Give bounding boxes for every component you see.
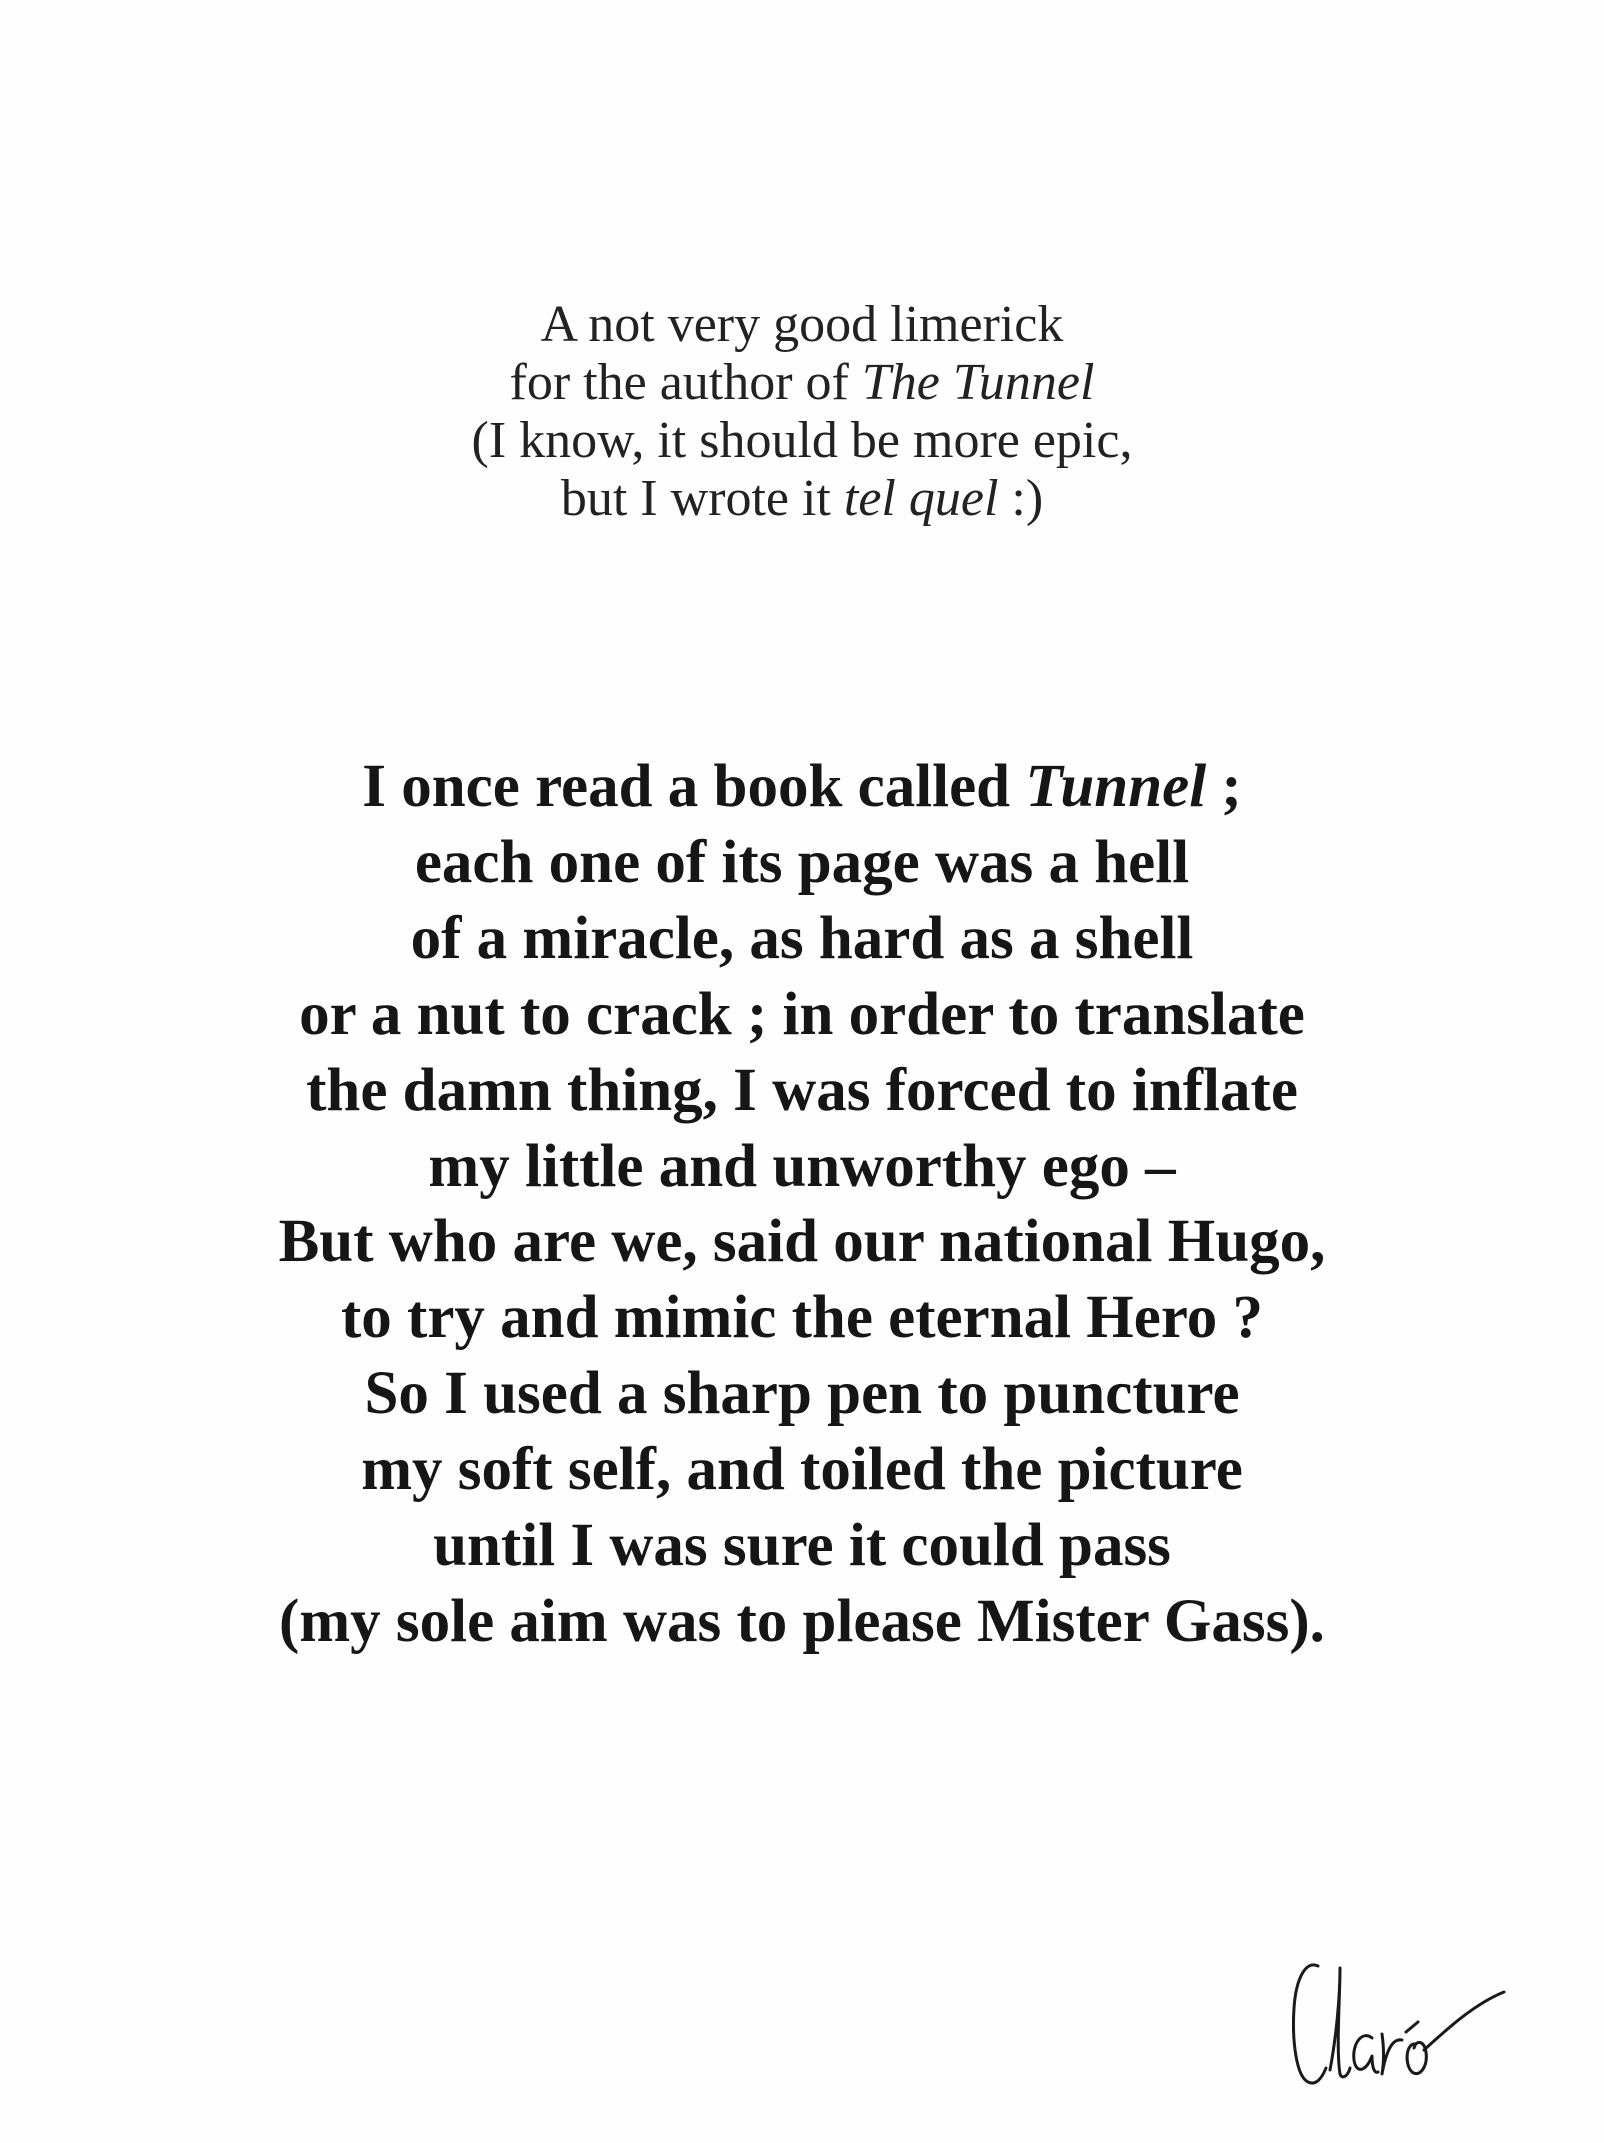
signature-stroke [1424, 1992, 1504, 2050]
signature-stroke [1407, 2042, 1426, 2073]
poem-line [0, 1129, 1604, 1205]
poem-line [0, 977, 1604, 1053]
header-line [0, 470, 1604, 528]
poem-line-text: until I was sure it could pass [433, 1512, 1171, 1580]
limerick-poem [0, 749, 1604, 1660]
signature-stroke [1382, 2034, 1402, 2074]
header-line-text: but I wrote it [560, 470, 844, 527]
poem-line-text: I once read a book called [362, 753, 1026, 820]
poem-line [0, 749, 1604, 825]
poem-line [0, 1053, 1604, 1129]
handwritten-signature [1278, 1948, 1518, 2098]
header-line [0, 412, 1604, 470]
poem-line-text: my soft self, and toiled the picture [361, 1436, 1243, 1504]
header-note [0, 296, 1604, 528]
poem-line-text: each one of its page was a hell [414, 828, 1190, 896]
header-line-text: (I know, it should be more epic, [471, 412, 1133, 469]
poem-line-text: my little and unworthy ego – [428, 1132, 1176, 1200]
header-line [0, 296, 1604, 354]
poem-line-text: to try and mimic the eternal Hero ? [340, 1284, 1264, 1352]
signature-stroke [1406, 2022, 1418, 2032]
poem-line [0, 901, 1604, 977]
poem-line [0, 1280, 1604, 1356]
poem-line [0, 1356, 1604, 1432]
poem-line-text: But who are we, said our national Hugo, [278, 1208, 1326, 1276]
header-line-text: A not very good limerick [540, 296, 1064, 353]
signature-strokes [1294, 1965, 1504, 2083]
signature-drawing [1278, 1948, 1518, 2098]
signature-stroke [1330, 1968, 1350, 2077]
poem-line [0, 1584, 1604, 1660]
poem-line-italic: Tunnel [1025, 753, 1207, 820]
poem-line-text: So I used a sharp pen to puncture [364, 1360, 1240, 1428]
header-line-text: for the author of [509, 354, 862, 411]
poem-line-text: or a nut to crack ; in order to translate [299, 980, 1305, 1048]
poem-line [0, 1508, 1604, 1584]
poem-line-text-end: ; [1206, 753, 1242, 820]
poem-line [0, 1432, 1604, 1508]
header-line-italic: tel quel [843, 470, 999, 527]
poem-line [0, 825, 1604, 901]
poem-line-text: (my sole aim was to please Mister Gass). [279, 1587, 1325, 1655]
poem-line-text: the damn thing, I was forced to inflate [306, 1056, 1298, 1124]
signature-stroke [1294, 1965, 1326, 2083]
header-line-text-end: :) [998, 470, 1044, 527]
header-line-italic: The Tunnel [861, 354, 1095, 411]
poem-line [0, 1204, 1604, 1280]
poem-line-text: of a miracle, as hard as a shell [410, 904, 1194, 972]
header-line [0, 354, 1604, 412]
signature-stroke [1354, 2036, 1378, 2073]
